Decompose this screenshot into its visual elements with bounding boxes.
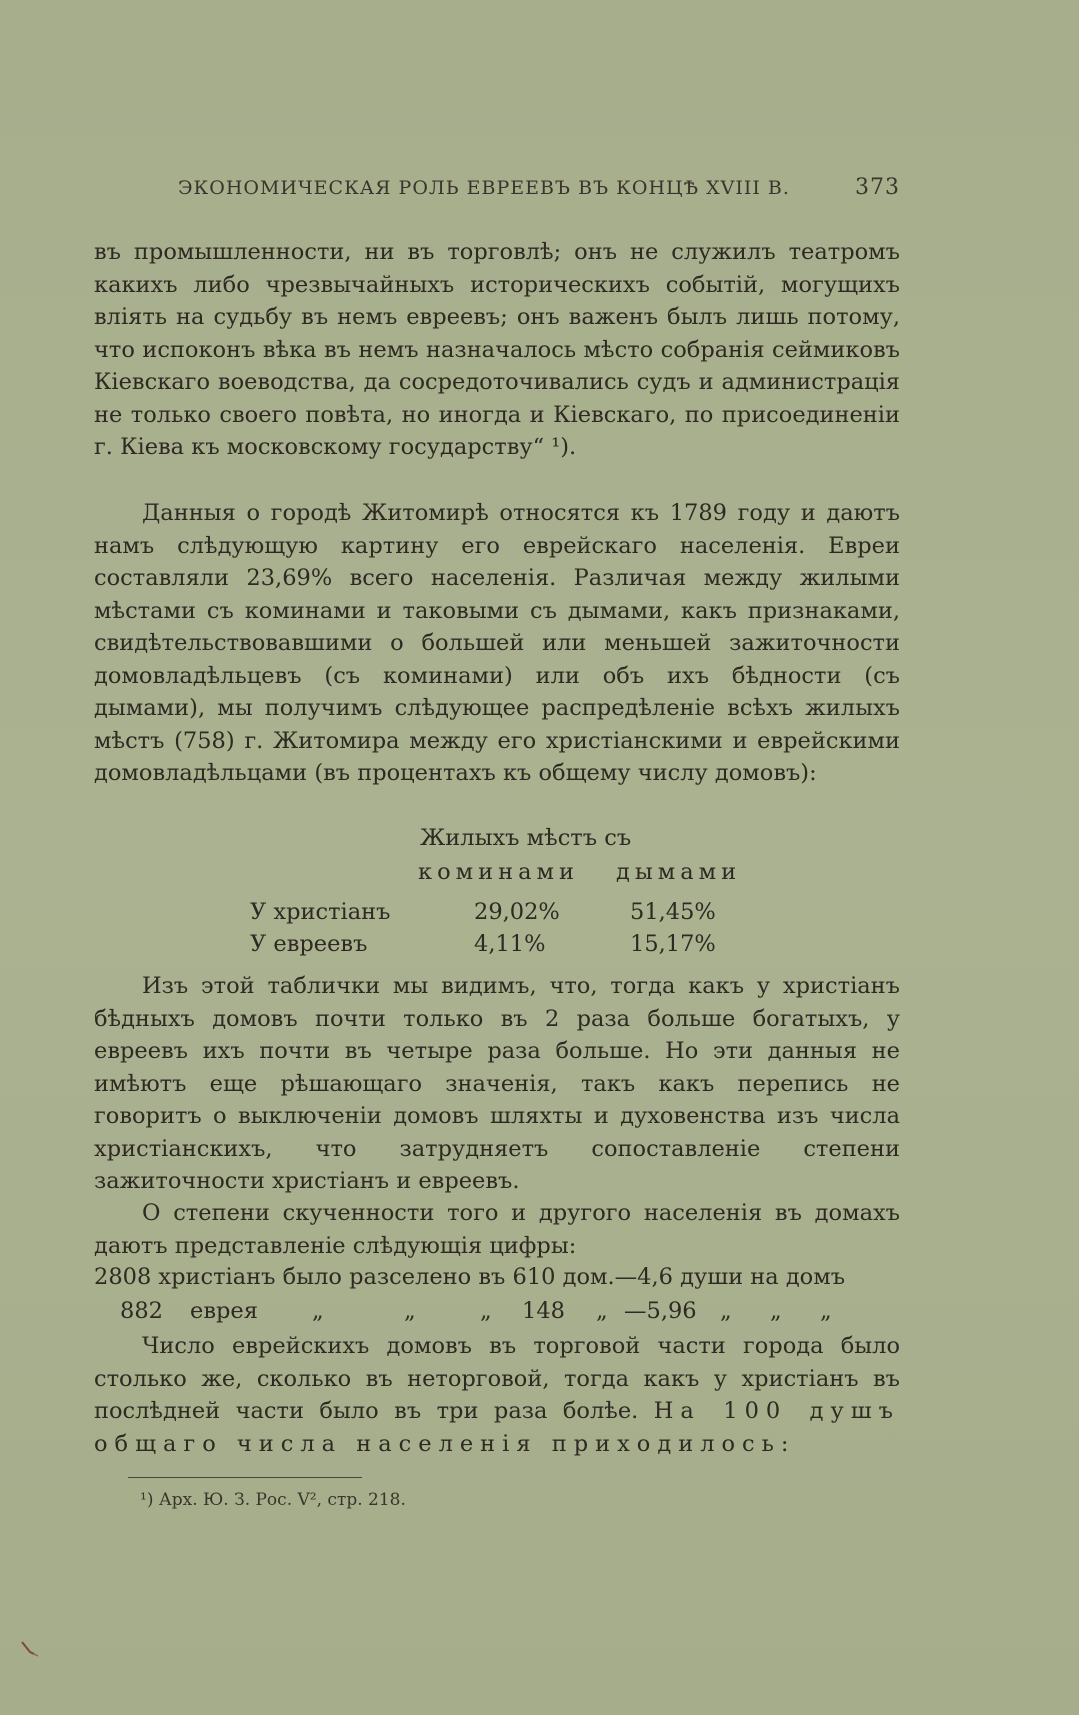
ditto-mark: „ xyxy=(404,1298,416,1324)
paragraph-5-main: Число еврейскихъ домовъ въ торговой части города было столько же, сколько въ неторговой, тогда какъ у христіанъ въ послѣдней части было въ три раза болѣе. xyxy=(94,1333,900,1424)
pencil-mark-icon xyxy=(20,1640,46,1666)
footnote-divider xyxy=(128,1477,362,1478)
row-value-komins: 29,02% xyxy=(474,899,560,925)
jews-houses: 148 xyxy=(522,1298,565,1324)
row-label: У евреевъ xyxy=(250,931,368,957)
running-title: ЭКОНОМИЧЕСКАЯ РОЛЬ ЕВРЕЕВЪ ВЪ КОНЦѢ XVIII В. xyxy=(178,177,790,199)
paragraph-2 xyxy=(94,497,900,790)
table-col-smoke: дымами xyxy=(616,859,742,885)
paragraph-5 xyxy=(94,1330,900,1460)
ditto-mark: „ xyxy=(770,1298,782,1324)
ditto-mark: „ xyxy=(720,1298,732,1324)
table-row xyxy=(94,931,900,963)
table-col-komins: коминами xyxy=(418,859,580,885)
jews-per-house: —5,96 xyxy=(624,1298,697,1324)
paragraph-4 xyxy=(94,1197,900,1262)
ditto-mark: „ xyxy=(312,1298,324,1324)
paragraph-1-text: въ промышленности, ни въ торговлѣ; онъ не служилъ театромъ какихъ либо чрезвычайныхъ историческихъ событій, могущихъ вліять на судьбу въ немъ евреевъ; онъ важенъ былъ лишь потому, что испоконъ вѣка въ немъ назначалось мѣсто собранія сеймиковъ Кіевскаго воеводства, да сосредоточивались судъ и администрація не только своего повѣта, но иногда и Кіевскаго, по присоединеніи г. Кіева къ московскому государству“ ¹). xyxy=(94,239,900,460)
jews-count: 882 xyxy=(120,1298,163,1324)
paragraph-2-text: Данныя о городѣ Житомирѣ относятся къ 1789 году и даютъ намъ слѣдующую картину его еврейскаго населенія. Евреи составляли 23,69% всего населенія. Различая между жилыми мѣстами съ коминами и таковыми съ дымами, какъ признаками, свидѣтельствовавшими о большей или меньшей зажиточности домовладѣльцевъ (съ коминами) или объ ихъ бѣдности (съ дымами), мы получимъ слѣдующее распредѣленіе всѣхъ жилыхъ мѣстъ (758) г. Житомира между его христіанскими и еврейскими домовладѣльцами (въ процентахъ къ общему числу домовъ): xyxy=(94,500,900,786)
table-row xyxy=(94,899,900,931)
row-value-smoke: 51,45% xyxy=(630,899,716,925)
running-header xyxy=(178,175,900,200)
ditto-mark: „ xyxy=(820,1298,832,1324)
paragraph-3-text: Изъ этой таблички мы видимъ, что, тогда какъ у христіанъ бѣдныхъ домовъ почти только въ 2 раза больше богатыхъ, у евреевъ ихъ почти въ четыре раза больше. Но эти данныя не имѣютъ еще рѣшающаго значенія, такъ какъ перепись не говоритъ о выключеніи домовъ шляхты и духовенства изъ числа христіанскихъ, что затрудняетъ сопоставленіе степени зажиточности христіанъ и евреевъ. xyxy=(94,973,900,1194)
row-value-smoke: 15,17% xyxy=(630,931,716,957)
paragraph-4-text: О степени скученности того и другого населенія въ домахъ даютъ представленіе слѣдующія цифры: xyxy=(94,1200,900,1259)
row-value-komins: 4,11% xyxy=(474,931,546,957)
page-number: 373 xyxy=(855,175,900,200)
jews-line xyxy=(94,1298,900,1330)
ditto-mark: „ xyxy=(596,1298,608,1324)
paragraph-5-text xyxy=(94,1330,900,1460)
paragraph-5-spaced: На 100 душъ общаго числа населенія приходилось: xyxy=(94,1398,900,1457)
paragraph-3 xyxy=(94,970,900,1198)
paragraph-1 xyxy=(94,236,900,464)
footnote: ¹) Арх. Ю. З. Рос. V², стр. 218. xyxy=(140,1490,406,1510)
jews-label: еврея xyxy=(190,1298,258,1324)
ditto-mark: „ xyxy=(480,1298,492,1324)
row-label: У христіанъ xyxy=(250,899,391,925)
table-header-top: Жилыхъ мѣстъ съ xyxy=(420,825,632,851)
christians-line: 2808 христіанъ было разселено въ 610 дом.—4,6 души на домъ xyxy=(94,1264,846,1290)
